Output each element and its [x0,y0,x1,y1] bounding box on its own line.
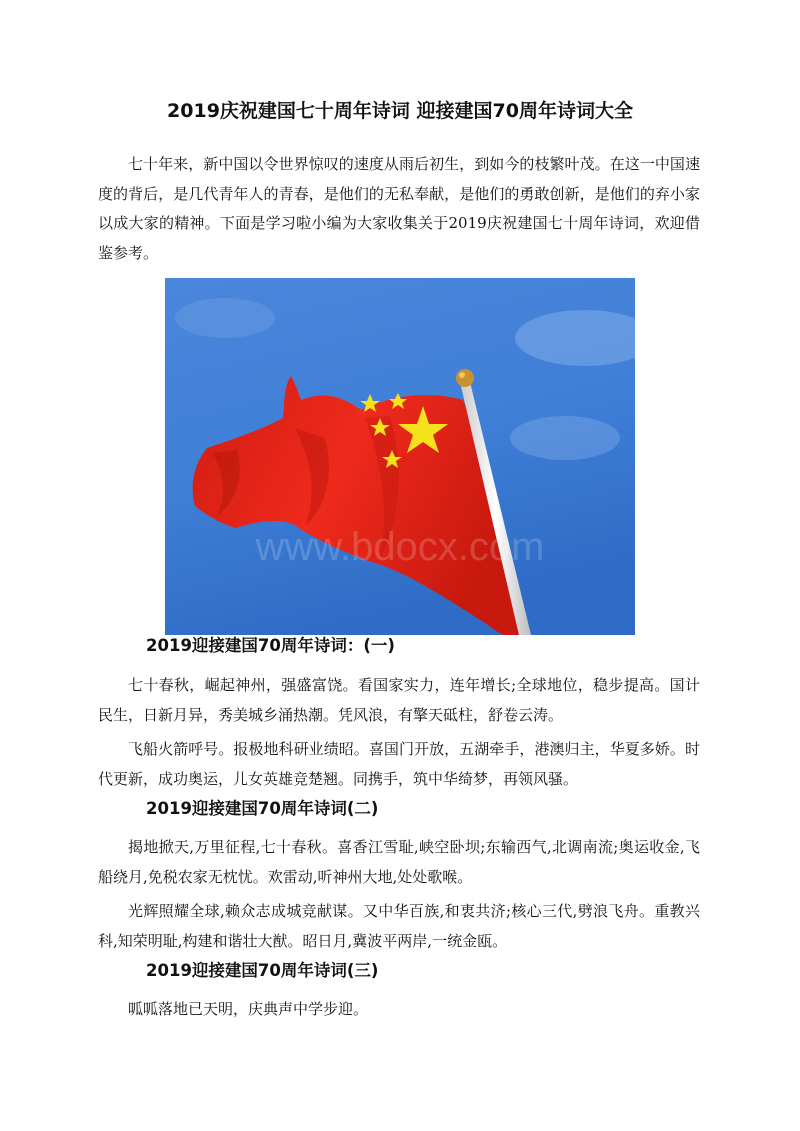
section-2-paragraph-2: 光辉照耀全球,赖众志成城竞献谋。又中华百族,和衷共济;核心三代,劈浪飞舟。重教兴科,知荣明耻,构建和谐壮大猷。昭日月,冀波平两岸,一统金瓯。 [98,902,700,950]
flag-photo [165,278,635,635]
image-watermark: www.bdocx.com [255,525,545,569]
section-3-paragraph-1: 呱呱落地已天明，庆典声中学步迎。 [128,1000,369,1018]
section-1-heading: 2019迎接建国70周年诗词：(一) [146,636,395,655]
section-2-heading: 2019迎接建国70周年诗词(二) [146,799,379,818]
section-3-heading: 2019迎接建国70周年诗词(三) [146,961,379,980]
document-title: 2019庆祝建国七十周年诗词 迎接建国70周年诗词大全 [167,100,633,122]
intro-paragraph: 七十年来，新中国以令世界惊叹的速度从雨后初生，到如今的枝繁叶茂。在这一中国速度的背后，是几代青年人的青春，是他们的无私奉献，是他们的勇敢创新，是他们的弃小家以成大家的精神。下面是学习啦小编为大家收集关于2019庆祝建国七十周年诗词，欢迎借鉴参考。 [98,155,700,262]
pole-finial [456,369,474,387]
section-2-paragraph-1: 揭地掀天,万里征程,七十春秋。喜香江雪耻,峡空卧坝;东输西气,北调南流;奥运收金,飞船绕月,免税农家无枕忧。欢雷动,听神州大地,处处歌喉。 [98,838,700,886]
section-1-paragraph-1: 七十春秋，崛起神州，强盛富饶。看国家实力，连年增长;全球地位，稳步提高。国计民生，日新月异，秀美城乡涌热潮。凭风浪，有擎天砥柱，舒卷云涛。 [98,676,700,724]
section-1-paragraph-2: 飞船火箭呼号。报极地科研业绩昭。喜国门开放，五湖牵手，港澳归主，华夏多娇。时代更新，成功奥运，儿女英雄竞楚翘。同携手，筑中华绮梦，再领风骚。 [98,740,700,788]
